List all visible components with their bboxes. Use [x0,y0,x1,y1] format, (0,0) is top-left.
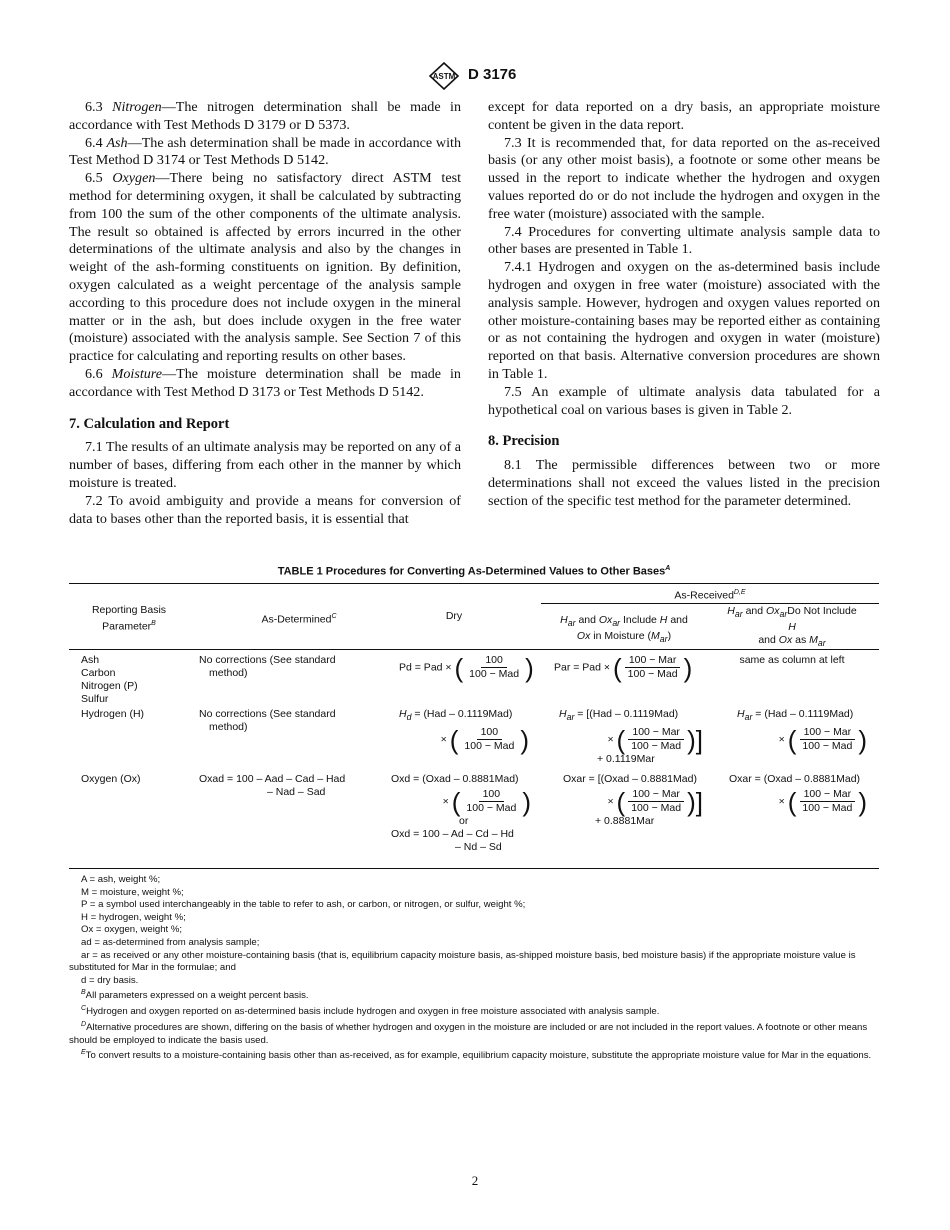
table-rule-top [69,583,879,584]
section-8-heading: 8. Precision [488,433,560,450]
as-received-fraction: ( $\frac{\text{100 − Mar}}{\text{100 − Mad}}$ ) [612,652,693,683]
footnote-E: $^E$To convert results to a moisture-containing basis other than as-received, as for example, equilibrium capacity moisture, substitute the appropriate moisture value for Mar in the equations. [81,1049,872,1062]
conversion-table [69,583,879,869]
row-oxygen-dry: Oxd = (Oxad – 0.8881Mad) × ( $\frac{100}{\text{100 − Mad}}$ ) or Oxd = 100 – Ad – Cd – Hd – Nd – Sd [391,773,531,853]
paragraph-6-3: 6.3 Nitrogen—The nitrogen determination shall be made in accordance with Test Methods D 3179 or D 5373. [69,99,461,133]
paragraph-6-4: 6.4 Ash—The ash determination shall be made in accordance with Test Method D 3174 or Test Methods D 5142. [69,134,461,169]
paragraph-7-4-1: 7.4.1 Hydrogen and oxygen on the as-determined basis include hydrogen and oxygen in free water (moisture) associated with the analysis sample. However, hydrogen and oxygen values reported on other moisture-containing bases may be reported either as containing or as not containing the hydrogen and oxygen in water (moisture) reported on that basis. Alternative conversion procedures are shown in Table 1. [488,259,880,382]
astm-logo-icon [428,62,460,90]
note-ad: ad = as-determined from analysis sample; [81,936,260,948]
paragraph-7-4: 7.4 Procedures for converting ultimate analysis sample data to other bases are presented in Table 1. [488,223,880,258]
header-as-received: As-Received$^{D,E}$ [674,589,746,602]
note-d: d = dry basis. [81,974,139,986]
row-hydrogen-not-include: $H_{ar} = (Had - 0.1119Mad)$ × ( $\frac{\text{100 − Mar}}{\text{100 − Mad}}$ ) [737,708,867,755]
table-rule-as-received [541,603,879,604]
row-hydrogen-label: Hydrogen (H) [81,708,145,720]
section-7-heading: 7. Calculation and Report [69,415,230,432]
header-include: $H_{ar}$ and $Ox_{ar}$ Include H and Ox in Moisture $(M_{ar})$ [560,614,688,645]
table-rule-bottom [69,868,879,869]
row-hydrogen-as-received: $H_{ar} = [(Had - 0.1119Mad)$ × ( $\frac{\text{100 − Mar}}{\text{100 − Mad}}$ )] + 0.1119Mar [559,708,703,766]
footnote-C: $^C$Hydrogen and oxygen reported on as-determined basis include hydrogen and oxygen in free moisture associated with analysis sample. [81,1005,660,1018]
svg-text:ASTM: ASTM [432,72,456,81]
right-column [488,99,880,511]
paragraph-6-6: 6.6 Moisture—The moisture determination shall be made in accordance with Test Method D 3173 or Test Methods D 5142. [69,365,461,400]
table-footnotes [69,874,879,1063]
dry-fraction: ( $\frac{100}{\text{100 − Mad}}$ ) [454,652,534,683]
row-ash-as-determined: No corrections (See standard method) [199,654,336,679]
paragraph-7-3: 7.3 It is recommended that, for data reported on the as-received basis (or any other moist basis), a footnote or some other means be ussed in the report to indicate whether the hydrogen and oxygen values reported do or do not include the hydrogen and oxygen in the free water (moisture) associated with the sample. [488,134,880,222]
paragraph-7-5: 7.5 An example of ultimate analysis data tabulated for a hypothetical coal on various bases is given in Table 2. [488,383,880,418]
row-hydrogen-as-determined: No corrections (See standard method) [199,708,336,733]
row-ash-params: Ash Carbon Nitrogen (P) Sulfur [81,654,138,705]
note-M: M = moisture, weight %; [81,886,184,898]
table-title: TABLE 1 Procedures for Converting As-Determined Values to Other Bases$^A$ [277,565,671,578]
row-oxygen-as-determined: Oxad = 100 – Aad – Cad – Had – Nad – Sad [199,773,346,798]
paragraph-7-2: 7.2 To avoid ambiguity and provide a means for conversion of data to bases other than the reported basis, it is essential that [69,492,461,527]
left-column [69,99,461,528]
note-P: P = a symbol used interchangeably in the table to refer to ash, or carbon, or nitrogen, or sulfur, weight %; [81,899,526,911]
note-H: H = hydrogen, weight %; [81,911,186,923]
document-id: D 3176 [468,66,517,83]
header-reporting-basis: Reporting Basis Parameter$^B$ [91,604,167,633]
page-number: 2 [471,1173,479,1188]
row-oxygen-as-received: Oxar = [(Oxad – 0.8881Mad) × ( $\frac{\text{100 − Mar}}{\text{100 − Mad}}$ )] + 0.8881Mar [563,773,703,827]
paragraph-7-1: 7.1 The results of an ultimate analysis may be reported on any of a number of bases, differing from each other in the manner by which moisture is treated. [69,439,461,491]
note-ar: ar = as received or any other moisture-containing basis (that is, equilibrium capacity moisture basis, as-shipped moisture basis, bed moisture basis) if the appropriate moisture value is substituted for Mar in the formulae; and [69,949,856,974]
page-header [0,62,950,90]
row-hydrogen-dry: $H_d = (Had - 0.1119Mad)$ × ( $\frac{100}{\text{100 − Mad}}$ ) [399,708,529,755]
header-not-include: $H_{ar}$ and $Ox_{ar}Do$ Not Include H and Ox as $M_{ar}$ [727,605,857,649]
row-oxygen-label: Oxygen (Ox) [81,773,141,785]
row-ash-not-include: same as column at left [739,654,845,666]
row-ash-dry: Pd = Pad × ( $\frac{100}{\text{100 − Mad}}$ ) [399,652,534,683]
paragraph-6-5: 6.5 Oxygen—There being no satisfactory direct ASTM test method for determining oxygen, it shall be calculated by subtracting from 100 the sum of the other components of the ultimate analysis. The result so obtained is affected by errors incurred in the other determinations of the ultimate analysis and also by the changes in weight of the ash-forming constituents on ignition. By definition, oxygen calculated as a weight percentage of the analysis sample according to this procedure does not include oxygen in the mineral matter or in the ash, but does include oxygen in the free water (moisture) associated with the analysis sample. See Section 7 of this practice for calculating and reporting results on other bases. [69,170,461,365]
note-A: A = ash, weight %; [81,874,161,885]
paragraph-7-2-continued: except for data reported on a dry basis, an appropriate moisture content be given in the data report. [488,99,880,133]
row-ash-as-received: Par = Pad × ( $\frac{\text{100 − Mar}}{\text{100 − Mad}}$ ) [554,652,693,683]
header-as-determined: As-Determined$^C$ [261,613,337,626]
footnote-D: $^D$Alternative procedures are shown, differing on the basis of whether hydrogen and oxygen in the moisture are included or are not included in the report values. A footnote or other means should be employed to indicate the basis used. [69,1020,868,1046]
footnote-B: $^B$All parameters expressed on a weight percent basis. [81,989,309,1002]
note-Ox: Ox = oxygen, weight %; [81,924,183,936]
row-oxygen-not-include: Oxar = (Oxad – 0.8881Mad) × ( $\frac{\text{100 − Mar}}{\text{100 − Mad}}$ ) [729,773,867,817]
paragraph-8-1: 8.1 The permissible differences between two or more determinations shall not exceed the values listed in the precision section of the specific test method for the parameter determined. [488,457,880,509]
header-dry: Dry [445,610,463,622]
